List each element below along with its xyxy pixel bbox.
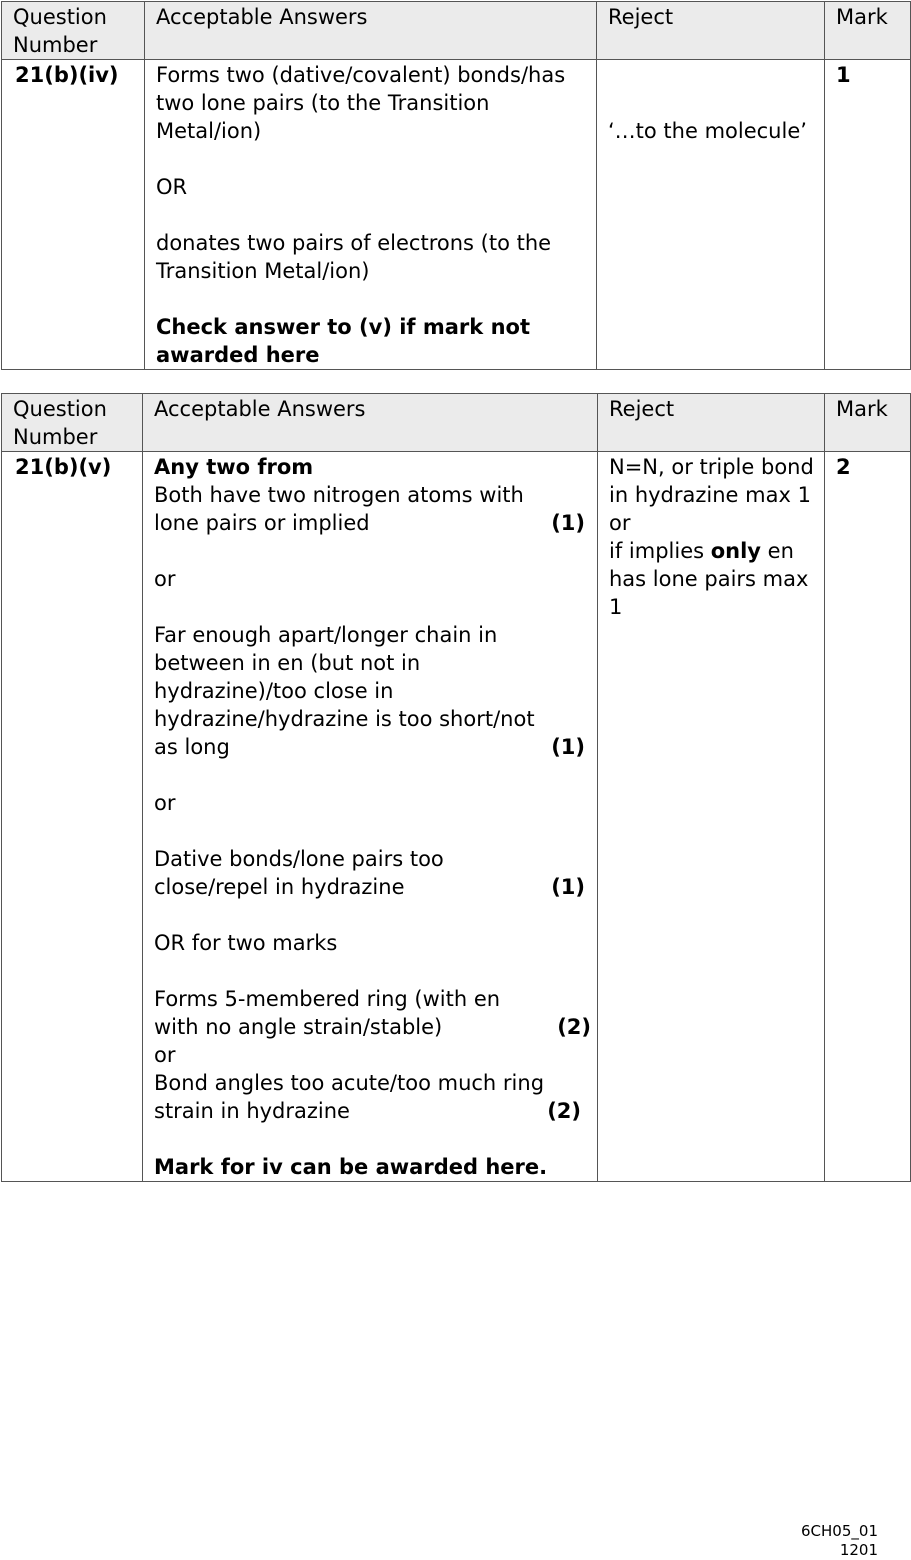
answer-text: Both have two nitrogen atoms with lone pairs or implied bbox=[154, 483, 524, 535]
answer-text: donates two pairs of electrons (to the Transition Metal/ion) bbox=[156, 231, 552, 283]
table-row bbox=[2, 60, 911, 370]
acceptable-answers-header: Acceptable Answers bbox=[143, 394, 598, 452]
answer-point bbox=[154, 481, 587, 537]
question-number: 21(b)(iv) bbox=[2, 60, 145, 370]
mark-header: Mark bbox=[825, 2, 911, 60]
mark-value: 1 bbox=[825, 60, 911, 370]
header-question-line: Question bbox=[13, 397, 107, 421]
mark-value: 2 bbox=[825, 452, 911, 1182]
examiner-note: Mark for iv can be awarded here. bbox=[154, 1155, 548, 1179]
question-number: 21(b)(v) bbox=[2, 452, 143, 1182]
answer-point bbox=[154, 621, 587, 761]
mark-scheme-table-21b-iv bbox=[1, 1, 911, 370]
or-separator: or bbox=[154, 1043, 176, 1067]
answer-point bbox=[154, 845, 587, 901]
answer-text: Forms two (dative/covalent) bonds/has two lone pairs (to the Transition Metal/ion) bbox=[156, 63, 566, 143]
answer-point bbox=[154, 1069, 587, 1125]
or-separator: or bbox=[609, 511, 631, 535]
mark-scheme-table-21b-v bbox=[1, 393, 911, 1182]
examiner-note: Check answer to (v) if mark not awarded here bbox=[156, 315, 530, 367]
reject-header: Reject bbox=[597, 2, 825, 60]
mark-allocation: (1) bbox=[551, 735, 585, 759]
header-question-line: Question bbox=[13, 5, 107, 29]
or-separator: or bbox=[154, 567, 176, 591]
reject-text-part: en has lone pairs max 1 bbox=[609, 539, 809, 619]
reject-text bbox=[609, 537, 814, 621]
reject-cell bbox=[598, 452, 825, 1182]
table-row bbox=[2, 452, 911, 1182]
acceptable-answers-cell bbox=[145, 60, 597, 370]
answer-point bbox=[154, 985, 591, 1041]
mark-header: Mark bbox=[825, 394, 911, 452]
header-number-line: Number bbox=[13, 33, 98, 57]
mark-allocation: (1) bbox=[551, 875, 585, 899]
reject-text: N=N, or triple bond in hydrazine max 1 bbox=[609, 455, 814, 507]
answer-text: Dative bonds/lone pairs too close/repel in hydrazine bbox=[154, 847, 444, 899]
table-header-row bbox=[2, 2, 911, 60]
page-number: 1201 bbox=[839, 1541, 878, 1559]
or-separator: or bbox=[154, 791, 176, 815]
answer-text: Bond angles too acute/too much ring strain in hydrazine bbox=[154, 1071, 545, 1123]
reject-emphasis: only bbox=[710, 539, 761, 563]
reject-header: Reject bbox=[598, 394, 825, 452]
answer-text: Far enough apart/longer chain in between in en (but not in hydrazine)/too close in hydrazine/hydrazine is too short/not as long bbox=[154, 623, 535, 759]
acceptable-answers-header: Acceptable Answers bbox=[145, 2, 597, 60]
mark-allocation: (2) bbox=[557, 1015, 591, 1039]
mark-allocation: (2) bbox=[547, 1099, 581, 1123]
reject-text-part: if implies bbox=[609, 539, 711, 563]
or-two-marks: OR for two marks bbox=[154, 931, 338, 955]
answer-text: Forms 5-membered ring (with en with no angle strain/stable) bbox=[154, 987, 501, 1039]
question-number-header bbox=[2, 2, 145, 60]
reject-cell bbox=[597, 60, 825, 370]
page-footer bbox=[801, 1522, 878, 1560]
answer-intro: Any two from bbox=[154, 455, 314, 479]
reject-text: ‘…to the molecule’ bbox=[608, 119, 807, 143]
question-number-header bbox=[2, 394, 143, 452]
mark-allocation: (1) bbox=[551, 511, 585, 535]
header-number-line: Number bbox=[13, 425, 98, 449]
table-header-row bbox=[2, 394, 911, 452]
answer-text: OR bbox=[156, 175, 188, 199]
acceptable-answers-cell bbox=[143, 452, 598, 1182]
paper-code: 6CH05_01 bbox=[801, 1522, 878, 1540]
